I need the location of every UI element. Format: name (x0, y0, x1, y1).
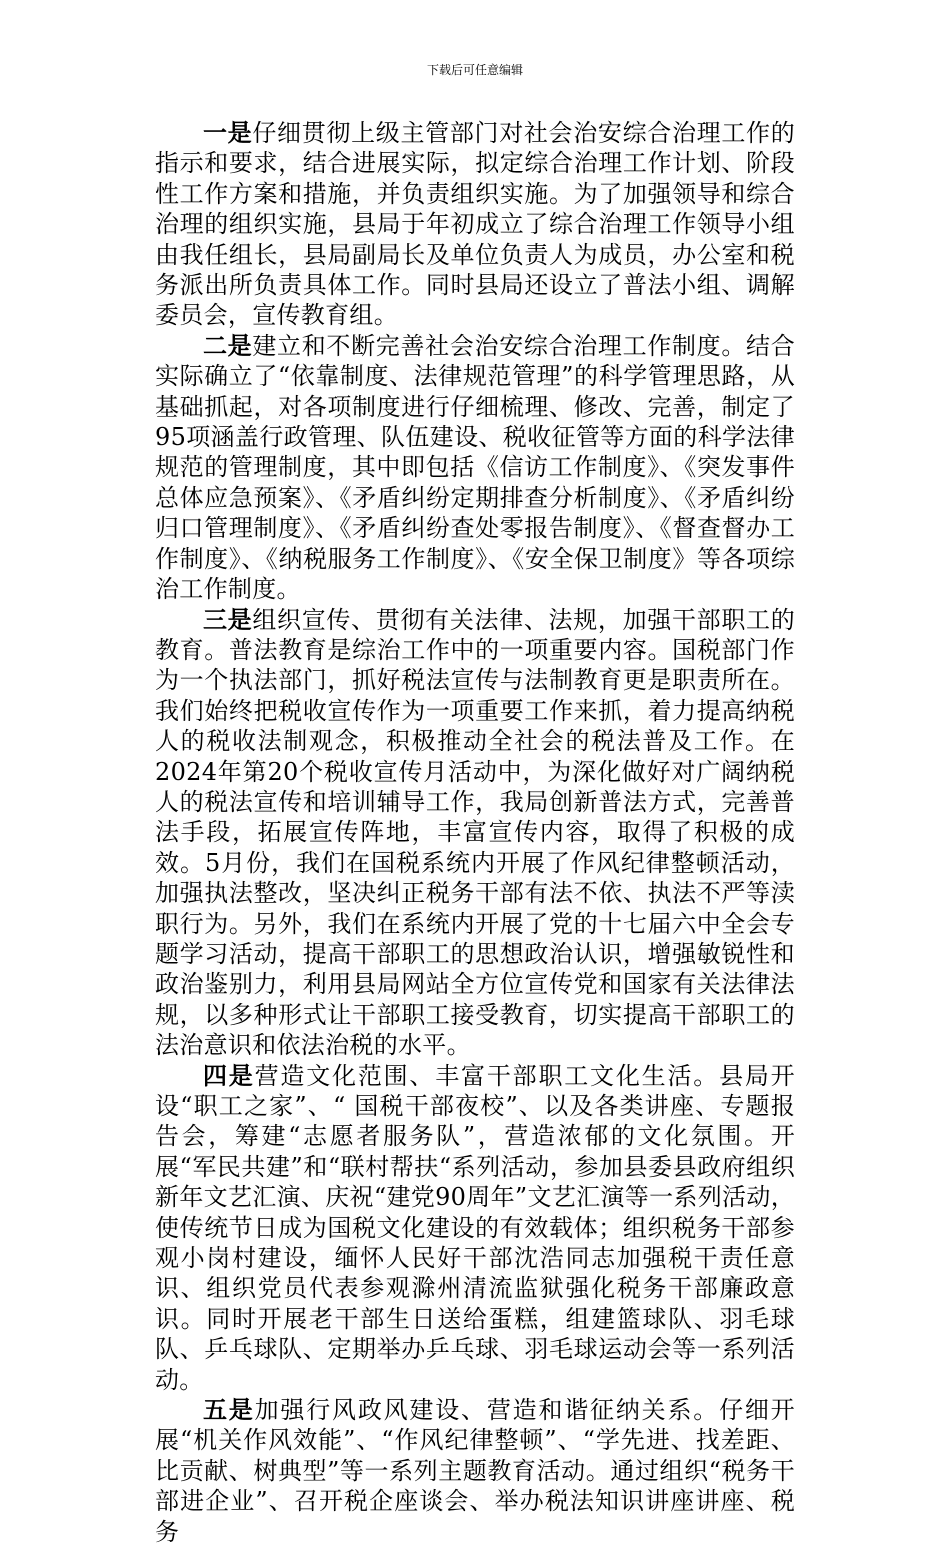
paragraph-lead: 五是 (203, 1395, 255, 1425)
paragraph-1 (155, 118, 795, 331)
paragraph-text: 加强行风政风建设、营造和谐征纳关系。仔细开展“机关作风效能”、“作风纪律整顿”、“学先进、找差距、比贡献、树典型”等一系列主题教育活动。通过组织“税务干部进企业”、召开税企座谈会、举办税法知识讲座讲座、税务 (155, 1396, 795, 1546)
paragraph-lead: 四是 (203, 1060, 255, 1090)
document-body (155, 118, 795, 1547)
paragraph-text: 组织宣传、贯彻有关法律、法规，加强干部职工的教育。普法教育是综治工作中的一项重要内容。国税部门作为一个执法部门，抓好税法宣传与法制教育更是职责所在。我们始终把税收宣传作为一项重要工作来抓，着力提高纳税人的税收法制观念，积极推动全社会的税法普及工作。在2024年第20个税收宣传月活动中，为深化做好对广阔纳税人的税法宣传和培训辅导工作，我局创新普法方式，完善普法手段，拓展宣传阵地，丰富宣传内容，取得了积极的成效。5月份，我们在国税系统内开展了作风纪律整顿活动，加强执法整改，坚决纠正税务干部有法不依、执法不严等渎职行为。另外，我们在系统内开展了党的十七届六中全会专题学习活动，提高干部职工的思想政治认识，增强敏锐性和政治鉴别力，利用县局网站全方位宣传党和国家有关法律法规，以多种形式让干部职工接受教育，切实提高干部职工的法治意识和依法治税的水平。 (155, 605, 795, 1060)
paragraph-lead: 三是 (203, 604, 253, 634)
paragraph-2 (155, 331, 795, 605)
paragraph-lead: 一是 (203, 118, 253, 147)
paragraph-text: 仔细贯彻上级主管部门对社会治安综合治理工作的指示和要求，结合进展实际，拟定综合治理工作计划、阶段性工作方案和措施，并负责组织实施。为了加强领导和综合治理的组织实施，县局于年初成立了综合治理工作领导小组由我任组长，县局副局长及单位负责人为成员，办公室和税务派出所负责具体工作。同时县局还设立了普法小组、调解委员会，宣传教育组。 (155, 119, 795, 330)
paragraph-4 (155, 1061, 795, 1395)
paragraph-5 (155, 1395, 795, 1547)
paragraph-lead: 二是 (203, 330, 253, 360)
page-header: 下载后可任意编辑 (426, 63, 523, 77)
paragraph-3 (155, 605, 795, 1061)
paragraph-text: 营造文化范围、丰富干部职工文化生活。县局开设“职工之家”、“ 国税干部夜校”、以及各类讲座、专题报告会，筹建“志愿者服务队”，营造浓郁的文化氛围。开展“军民共建”和“联村帮扶“系列活动，参加县委县政府组织新年文艺汇演、庆祝“建党90周年”文艺汇演等一系列活动，使传统节日成为国税文化建设的有效载体；组织税务干部参观小岗村建设，缅怀人民好干部沈浩同志加强税干责任意识、组织党员代表参观滁州清流监狱强化税务干部廉政意识。同时开展老干部生日送给蛋糕，组建篮球队、羽毛球队、乒乓球队、定期举办乒乓球、羽毛球运动会等一系列活动。 (155, 1061, 795, 1394)
paragraph-text: 建立和不断完善社会治安综合治理工作制度。结合实际确立了“依靠制度、法律规范管理”的科学管理思路，从基础抓起，对各项制度进行仔细梳理、修改、完善，制定了95项涵盖行政管理、队伍建设、税收征管等方面的科学法律规范的管理制度，其中即包括《信访工作制度》、《突发事件总体应急预案》、《矛盾纠纷定期排查分析制度》、《矛盾纠纷归口管理制度》、《矛盾纠纷查处零报告制度》、《督查督办工作制度》、《纳税服务工作制度》、《安全保卫制度》等各项综治工作制度。 (155, 331, 795, 604)
